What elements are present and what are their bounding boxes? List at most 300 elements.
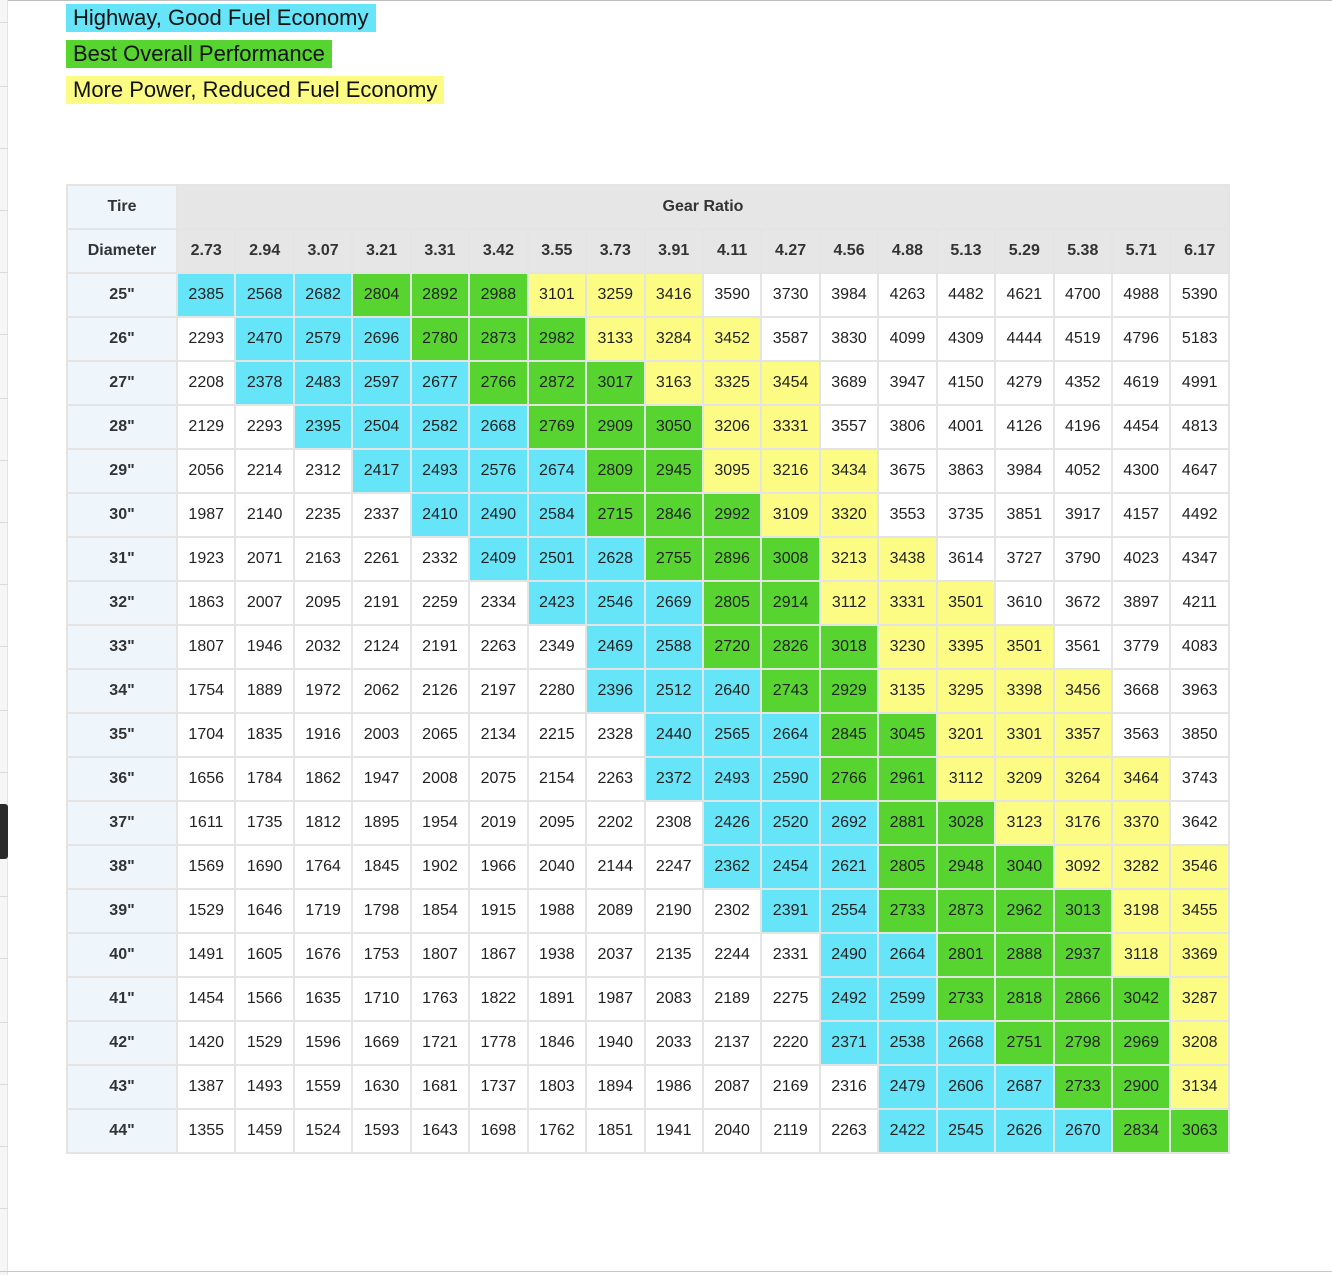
rpm-cell: 2845 (820, 713, 878, 757)
rpm-cell: 1889 (235, 669, 293, 713)
rpm-cell: 1704 (177, 713, 235, 757)
rpm-cell: 1596 (294, 1021, 352, 1065)
table-row (67, 977, 1229, 1021)
rpm-cell: 2334 (469, 581, 527, 625)
rpm-cell: 2479 (878, 1065, 936, 1109)
table-row (67, 933, 1229, 977)
rpm-cell: 2493 (703, 757, 761, 801)
rpm-cell: 2190 (645, 889, 703, 933)
rpm-cell: 2214 (235, 449, 293, 493)
rpm-cell: 3984 (995, 449, 1053, 493)
rpm-cell: 2316 (820, 1065, 878, 1109)
rpm-cell: 2391 (761, 889, 819, 933)
tire-diameter-label: 28" (67, 405, 177, 449)
rpm-cell: 3201 (937, 713, 995, 757)
tire-diameter-label: 27" (67, 361, 177, 405)
rpm-cell: 2308 (645, 801, 703, 845)
rpm-cell: 4619 (1112, 361, 1170, 405)
rpm-cell: 1459 (235, 1109, 293, 1153)
rpm-cell: 3013 (1054, 889, 1112, 933)
rpm-cell: 2328 (586, 713, 644, 757)
rpm-cell: 2687 (995, 1065, 1053, 1109)
rpm-cell: 3398 (995, 669, 1053, 713)
rpm-cell: 2312 (294, 449, 352, 493)
rpm-cell: 1754 (177, 669, 235, 713)
rpm-cell: 1778 (469, 1021, 527, 1065)
rpm-cell: 1656 (177, 757, 235, 801)
tire-diameter-label: 31" (67, 537, 177, 581)
gear-ratio-column-header: 3.42 (469, 229, 527, 273)
rpm-cell: 3369 (1170, 933, 1229, 977)
rpm-cell: 3456 (1054, 669, 1112, 713)
bottom-rule (0, 1271, 1332, 1272)
rpm-cell: 4263 (878, 273, 936, 317)
rpm-cell: 4621 (995, 273, 1053, 317)
rpm-cell: 2003 (352, 713, 410, 757)
rpm-cell: 3063 (1170, 1109, 1229, 1153)
rpm-cell: 3675 (878, 449, 936, 493)
tire-diameter-label: 26" (67, 317, 177, 361)
rpm-cell: 2470 (235, 317, 293, 361)
rpm-cell: 3553 (878, 493, 936, 537)
rpm-cell: 2409 (469, 537, 527, 581)
rpm-cell: 1355 (177, 1109, 235, 1153)
rpm-cell: 2372 (645, 757, 703, 801)
rpm-cell: 3357 (1054, 713, 1112, 757)
rpm-cell: 2546 (586, 581, 644, 625)
table-row (67, 625, 1229, 669)
rpm-cell: 1947 (352, 757, 410, 801)
gear-ratio-column-header: 2.73 (177, 229, 235, 273)
rpm-cell: 2733 (937, 977, 995, 1021)
rpm-cell: 1784 (235, 757, 293, 801)
rpm-cell: 1676 (294, 933, 352, 977)
rpm-cell: 3963 (1170, 669, 1229, 713)
rpm-cell: 2119 (761, 1109, 819, 1153)
rpm-cell: 1737 (469, 1065, 527, 1109)
rpm-cell: 1763 (411, 977, 469, 1021)
rpm-cell: 2846 (645, 493, 703, 537)
rpm-cell: 4519 (1054, 317, 1112, 361)
rpm-cell: 3042 (1112, 977, 1170, 1021)
rpm-cell: 2992 (703, 493, 761, 537)
rpm-cell: 3370 (1112, 801, 1170, 845)
rpm-cell: 1569 (177, 845, 235, 889)
rpm-cell: 3735 (937, 493, 995, 537)
rpm-cell: 4482 (937, 273, 995, 317)
gear-ratio-column-header: 2.94 (235, 229, 293, 273)
rpm-cell: 1812 (294, 801, 352, 845)
rpm-cell: 2056 (177, 449, 235, 493)
rpm-cell: 2126 (411, 669, 469, 713)
rpm-cell: 3806 (878, 405, 936, 449)
legend-highway: Highway, Good Fuel Economy (66, 4, 376, 32)
rpm-cell: 4052 (1054, 449, 1112, 493)
rpm-cell: 3282 (1112, 845, 1170, 889)
rpm-cell: 1803 (528, 1065, 586, 1109)
tire-diameter-label: 37" (67, 801, 177, 845)
gear-ratio-column-header: 6.17 (1170, 229, 1229, 273)
rpm-cell: 4211 (1170, 581, 1229, 625)
rpm-cell: 2733 (878, 889, 936, 933)
table-row (67, 713, 1229, 757)
rpm-cell: 1605 (235, 933, 293, 977)
rpm-cell: 2008 (411, 757, 469, 801)
rpm-cell: 4647 (1170, 449, 1229, 493)
rpm-cell: 4309 (937, 317, 995, 361)
rpm-cell: 2490 (820, 933, 878, 977)
rpm-cell: 2720 (703, 625, 761, 669)
rpm-cell: 2682 (294, 273, 352, 317)
rpm-cell: 2538 (878, 1021, 936, 1065)
legend-best-overall: Best Overall Performance (66, 40, 332, 68)
rpm-cell: 2866 (1054, 977, 1112, 1021)
rpm-cell: 2881 (878, 801, 936, 845)
rpm-cell: 1987 (177, 493, 235, 537)
rpm-cell: 2261 (352, 537, 410, 581)
rpm-cell: 5390 (1170, 273, 1229, 317)
rpm-cell: 1646 (235, 889, 293, 933)
rpm-cell: 2805 (703, 581, 761, 625)
rpm-cell: 5183 (1170, 317, 1229, 361)
rpm-cell: 2410 (411, 493, 469, 537)
rpm-cell: 1987 (586, 977, 644, 1021)
rpm-cell: 3917 (1054, 493, 1112, 537)
rpm-cell: 2948 (937, 845, 995, 889)
rpm-cell: 1559 (294, 1065, 352, 1109)
rpm-cell: 2280 (528, 669, 586, 713)
table-row (67, 493, 1229, 537)
rpm-cell: 2191 (411, 625, 469, 669)
rpm-cell: 2124 (352, 625, 410, 669)
rpm-cell: 2945 (645, 449, 703, 493)
rpm-cell: 3209 (995, 757, 1053, 801)
rpm-cell: 3438 (878, 537, 936, 581)
rpm-cell: 2769 (528, 405, 586, 449)
rpm-cell: 1988 (528, 889, 586, 933)
rpm-cell: 1862 (294, 757, 352, 801)
rpm-cell: 4099 (878, 317, 936, 361)
rpm-cell: 2417 (352, 449, 410, 493)
rpm-cell: 1923 (177, 537, 235, 581)
rpm-cell: 2512 (645, 669, 703, 713)
rpm-cell: 1854 (411, 889, 469, 933)
rpm-cell: 2454 (761, 845, 819, 889)
rpm-cell: 3689 (820, 361, 878, 405)
rpm-cell: 1891 (528, 977, 586, 1021)
rpm-cell: 4813 (1170, 405, 1229, 449)
rpm-cell: 4492 (1170, 493, 1229, 537)
rpm-cell: 2504 (352, 405, 410, 449)
rpm-cell: 2163 (294, 537, 352, 581)
rpm-cell: 2937 (1054, 933, 1112, 977)
corner-diameter: Diameter (67, 229, 177, 273)
table-row (67, 405, 1229, 449)
rpm-cell: 2371 (820, 1021, 878, 1065)
rpm-cell: 3850 (1170, 713, 1229, 757)
tire-diameter-label: 39" (67, 889, 177, 933)
table-row (67, 537, 1229, 581)
rpm-cell: 2492 (820, 977, 878, 1021)
rpm-cell: 4444 (995, 317, 1053, 361)
rpm-cell: 2888 (995, 933, 1053, 977)
rpm-cell: 3851 (995, 493, 1053, 537)
rpm-cell: 2588 (645, 625, 703, 669)
rpm-cell: 2674 (528, 449, 586, 493)
rpm-cell: 2664 (761, 713, 819, 757)
rpm-cell: 4150 (937, 361, 995, 405)
rpm-cell: 2493 (411, 449, 469, 493)
rpm-cell: 2798 (1054, 1021, 1112, 1065)
rpm-cell: 3045 (878, 713, 936, 757)
rpm-cell: 1851 (586, 1109, 644, 1153)
rpm-cell: 2302 (703, 889, 761, 933)
tire-diameter-label: 40" (67, 933, 177, 977)
rpm-cell: 1894 (586, 1065, 644, 1109)
rpm-cell: 1798 (352, 889, 410, 933)
rpm-cell: 1710 (352, 977, 410, 1021)
rpm-cell: 3028 (937, 801, 995, 845)
rpm-cell: 3198 (1112, 889, 1170, 933)
rpm-cell: 3790 (1054, 537, 1112, 581)
rpm-cell: 1735 (235, 801, 293, 845)
rpm-cell: 3863 (937, 449, 995, 493)
rpm-cell: 1635 (294, 977, 352, 1021)
rpm-cell: 3546 (1170, 845, 1229, 889)
rpm-cell: 2137 (703, 1021, 761, 1065)
legend-more-power: More Power, Reduced Fuel Economy (66, 76, 444, 104)
rpm-cell: 2900 (1112, 1065, 1170, 1109)
gear-ratio-column-header: 5.71 (1112, 229, 1170, 273)
rpm-cell: 2599 (878, 977, 936, 1021)
rpm-cell: 1846 (528, 1021, 586, 1065)
rpm-cell: 2584 (528, 493, 586, 537)
rpm-cell: 2818 (995, 977, 1053, 1021)
rpm-cell: 2873 (937, 889, 995, 933)
table-row (67, 361, 1229, 405)
gear-ratio-column-header: 5.38 (1054, 229, 1112, 273)
rpm-cell: 2988 (469, 273, 527, 317)
tire-diameter-label: 34" (67, 669, 177, 713)
rpm-cell: 2362 (703, 845, 761, 889)
rpm-cell: 1938 (528, 933, 586, 977)
table-row (67, 449, 1229, 493)
rpm-cell: 1940 (586, 1021, 644, 1065)
gear-ratio-column-header: 3.73 (586, 229, 644, 273)
rpm-cell: 2019 (469, 801, 527, 845)
rpm-cell: 2872 (528, 361, 586, 405)
table-row (67, 581, 1229, 625)
rpm-cell: 3501 (937, 581, 995, 625)
rpm-cell: 2554 (820, 889, 878, 933)
rpm-cell: 2033 (645, 1021, 703, 1065)
rpm-cell: 3176 (1054, 801, 1112, 845)
rpm-cell: 2809 (586, 449, 644, 493)
rpm-cell: 1916 (294, 713, 352, 757)
tire-diameter-label: 44" (67, 1109, 177, 1153)
rpm-cell: 2087 (703, 1065, 761, 1109)
rpm-cell: 1681 (411, 1065, 469, 1109)
rpm-cell: 2962 (995, 889, 1053, 933)
rpm-cell: 2215 (528, 713, 586, 757)
rpm-cell: 3395 (937, 625, 995, 669)
table-row (67, 669, 1229, 713)
rpm-cell: 3230 (878, 625, 936, 669)
rpm-cell: 2423 (528, 581, 586, 625)
rpm-cell: 2628 (586, 537, 644, 581)
table-row (67, 757, 1229, 801)
rpm-cell: 1807 (177, 625, 235, 669)
rpm-cell: 2801 (937, 933, 995, 977)
rpm-cell: 1902 (411, 845, 469, 889)
rpm-cell: 1721 (411, 1021, 469, 1065)
table-row (67, 845, 1229, 889)
rpm-cell: 4796 (1112, 317, 1170, 361)
header-row-top (67, 185, 1229, 229)
rpm-cell: 2873 (469, 317, 527, 361)
rpm-cell: 3331 (761, 405, 819, 449)
rpm-cell: 3134 (1170, 1065, 1229, 1109)
rpm-cell: 1941 (645, 1109, 703, 1153)
rpm-cell: 3501 (995, 625, 1053, 669)
rpm-cell: 3325 (703, 361, 761, 405)
rpm-cell: 2144 (586, 845, 644, 889)
tire-diameter-label: 38" (67, 845, 177, 889)
table-row (67, 889, 1229, 933)
rpm-cell: 3557 (820, 405, 878, 449)
rpm-cell: 1387 (177, 1065, 235, 1109)
rpm-cell: 2606 (937, 1065, 995, 1109)
rpm-cell: 2766 (469, 361, 527, 405)
top-rule (0, 0, 1332, 1)
rpm-cell: 3118 (1112, 933, 1170, 977)
tire-diameter-label: 32" (67, 581, 177, 625)
rpm-cell: 1454 (177, 977, 235, 1021)
rpm-cell: 1593 (352, 1109, 410, 1153)
rpm-cell: 2134 (469, 713, 527, 757)
rpm-cell: 2501 (528, 537, 586, 581)
rpm-cell: 1764 (294, 845, 352, 889)
rpm-cell: 3287 (1170, 977, 1229, 1021)
rpm-cell: 2582 (411, 405, 469, 449)
rpm-cell: 2263 (820, 1109, 878, 1153)
rpm-cell: 2961 (878, 757, 936, 801)
rpm-cell: 1529 (235, 1021, 293, 1065)
rpm-cell: 2766 (820, 757, 878, 801)
rpm-cell: 2565 (703, 713, 761, 757)
rpm-cell: 2696 (352, 317, 410, 361)
rpm-cell: 3216 (761, 449, 819, 493)
rpm-cell: 2208 (177, 361, 235, 405)
rpm-cell: 3092 (1054, 845, 1112, 889)
rpm-cell: 1845 (352, 845, 410, 889)
rpm-cell: 1524 (294, 1109, 352, 1153)
rpm-cell: 1946 (235, 625, 293, 669)
rpm-cell: 1986 (645, 1065, 703, 1109)
rpm-cell: 2715 (586, 493, 644, 537)
table-row (67, 1021, 1229, 1065)
table-row (67, 801, 1229, 845)
rpm-cell: 2483 (294, 361, 352, 405)
rpm-cell: 2378 (235, 361, 293, 405)
rpm-cell: 2095 (528, 801, 586, 845)
rpm-cell: 2909 (586, 405, 644, 449)
rpm-cell: 1807 (411, 933, 469, 977)
rpm-cell: 3295 (937, 669, 995, 713)
rpm-cell: 3163 (645, 361, 703, 405)
rpm-cell: 3454 (761, 361, 819, 405)
side-panel-tab[interactable] (0, 804, 8, 859)
gear-ratio-column-header: 3.31 (411, 229, 469, 273)
rpm-cell: 1966 (469, 845, 527, 889)
rpm-cell: 2929 (820, 669, 878, 713)
rpm-cell: 3101 (528, 273, 586, 317)
rpm-cell: 1698 (469, 1109, 527, 1153)
rpm-cell: 2422 (878, 1109, 936, 1153)
rpm-cell: 2670 (1054, 1109, 1112, 1153)
rpm-cell: 2743 (761, 669, 819, 713)
rpm-cell: 3112 (820, 581, 878, 625)
tire-diameter-label: 35" (67, 713, 177, 757)
rpm-cell: 2135 (645, 933, 703, 977)
rpm-cell: 4196 (1054, 405, 1112, 449)
rpm-cell: 3008 (761, 537, 819, 581)
rpm-cell: 2568 (235, 273, 293, 317)
rpm-cell: 3614 (937, 537, 995, 581)
rpm-cell: 3050 (645, 405, 703, 449)
rpm-cell: 2337 (352, 493, 410, 537)
rpm-cell: 2669 (645, 581, 703, 625)
rpm-cell: 2244 (703, 933, 761, 977)
rpm-cell: 3563 (1112, 713, 1170, 757)
rpm-cell: 3213 (820, 537, 878, 581)
rpm-cell: 3642 (1170, 801, 1229, 845)
rpm-cell: 3779 (1112, 625, 1170, 669)
rpm-cell: 4126 (995, 405, 1053, 449)
rpm-cell: 4083 (1170, 625, 1229, 669)
rpm-cell: 1895 (352, 801, 410, 845)
rpm-cell: 1867 (469, 933, 527, 977)
rpm-cell: 2982 (528, 317, 586, 361)
rpm-cell: 2065 (411, 713, 469, 757)
tire-diameter-label: 42" (67, 1021, 177, 1065)
rpm-cell: 4279 (995, 361, 1053, 405)
rpm-cell: 2331 (761, 933, 819, 977)
tire-diameter-label: 25" (67, 273, 177, 317)
rpm-cell: 2263 (469, 625, 527, 669)
rpm-cell: 3416 (645, 273, 703, 317)
rpm-cell: 2621 (820, 845, 878, 889)
rpm-cell: 1753 (352, 933, 410, 977)
table-row (67, 1065, 1229, 1109)
rpm-cell: 2590 (761, 757, 819, 801)
rpm-cell: 2664 (878, 933, 936, 977)
rpm-cell: 2154 (528, 757, 586, 801)
rpm-cell: 4001 (937, 405, 995, 449)
rpm-cell: 1643 (411, 1109, 469, 1153)
rpm-cell: 2349 (528, 625, 586, 669)
rpm-cell: 3095 (703, 449, 761, 493)
header-row-ratios (67, 229, 1229, 273)
rpm-cell: 2189 (703, 977, 761, 1021)
rpm-cell: 2007 (235, 581, 293, 625)
rpm-cell: 3610 (995, 581, 1053, 625)
rpm-cell: 2677 (411, 361, 469, 405)
rpm-cell: 4347 (1170, 537, 1229, 581)
rpm-cell: 1719 (294, 889, 352, 933)
rpm-cell: 2396 (586, 669, 644, 713)
rpm-cell: 3587 (761, 317, 819, 361)
